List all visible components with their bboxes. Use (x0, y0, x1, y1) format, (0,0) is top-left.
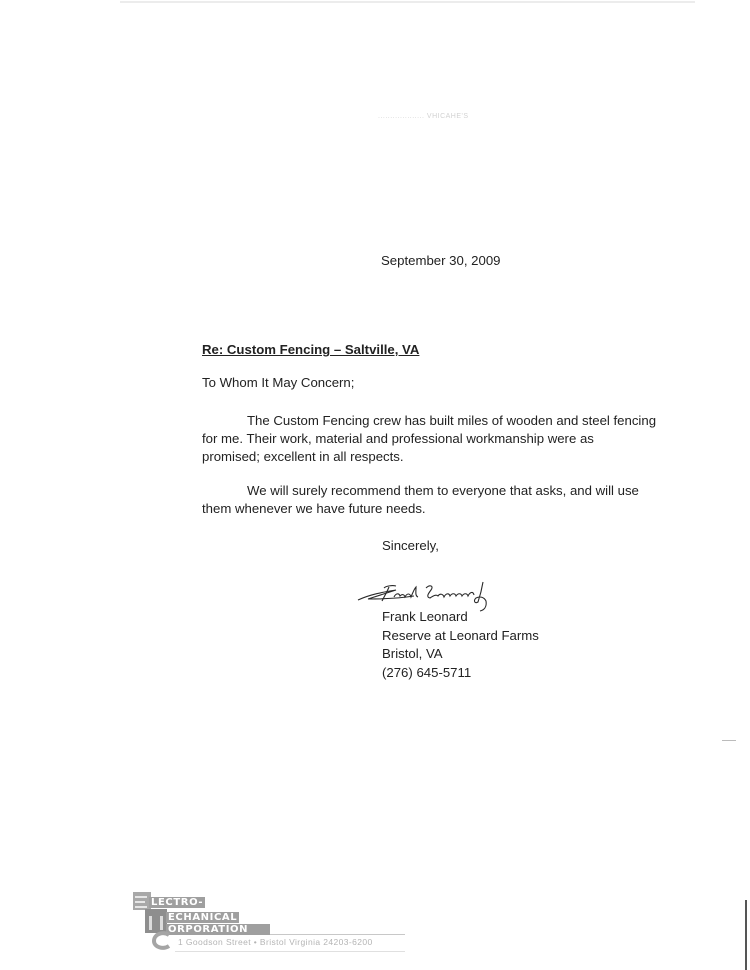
logo-line-3: ORPORATION (166, 924, 270, 935)
paragraph-line: The Custom Fencing crew has built miles of wooden and steel fencing (247, 413, 657, 428)
letter-date: September 30, 2009 (381, 253, 501, 268)
letter-closing: Sincerely, (382, 538, 439, 553)
faint-header-text: ................... VHICAHE'S (378, 113, 469, 120)
paragraph-line: them whenever we have future needs. (202, 501, 426, 516)
signature-block (382, 608, 539, 682)
scan-artifact-tick (722, 740, 736, 741)
letter-subject: Re: Custom Fencing – Saltville, VA (202, 342, 420, 357)
scan-artifact-line (120, 1, 695, 3)
logo-stripe (135, 901, 145, 903)
letter-salutation: To Whom It May Concern; (202, 375, 355, 390)
logo-stripe (135, 906, 147, 908)
paragraph-line: for me. Their work, material and professional workmanship were as (202, 431, 594, 446)
logo-m-stroke (160, 916, 163, 930)
scan-artifact-edge (745, 900, 747, 970)
signer-organization: Reserve at Leonard Farms (382, 627, 539, 643)
logo-line-1: LECTRO- (151, 897, 204, 908)
logo-m-stroke (149, 916, 152, 930)
signer-location: Bristol, VA (382, 646, 443, 661)
paragraph-line: We will surely recommend them to everyone that asks, and will use (247, 483, 639, 498)
body-paragraph-2 (202, 482, 639, 518)
body-paragraph-1 (202, 412, 656, 466)
footer-rule (270, 934, 405, 935)
footer-rule-bottom (175, 951, 405, 952)
signer-name: Frank Leonard (382, 609, 468, 624)
paragraph-line: promised; excellent in all respects. (202, 449, 404, 464)
footer-address: 1 Goodson Street • Bristol Virginia 24203-6200 (178, 937, 373, 947)
logo-letter-c-icon (151, 931, 173, 951)
signer-phone: (276) 645-5711 (382, 664, 472, 680)
logo-stripe (135, 896, 147, 898)
logo-line-2: ECHANICAL (168, 912, 238, 923)
